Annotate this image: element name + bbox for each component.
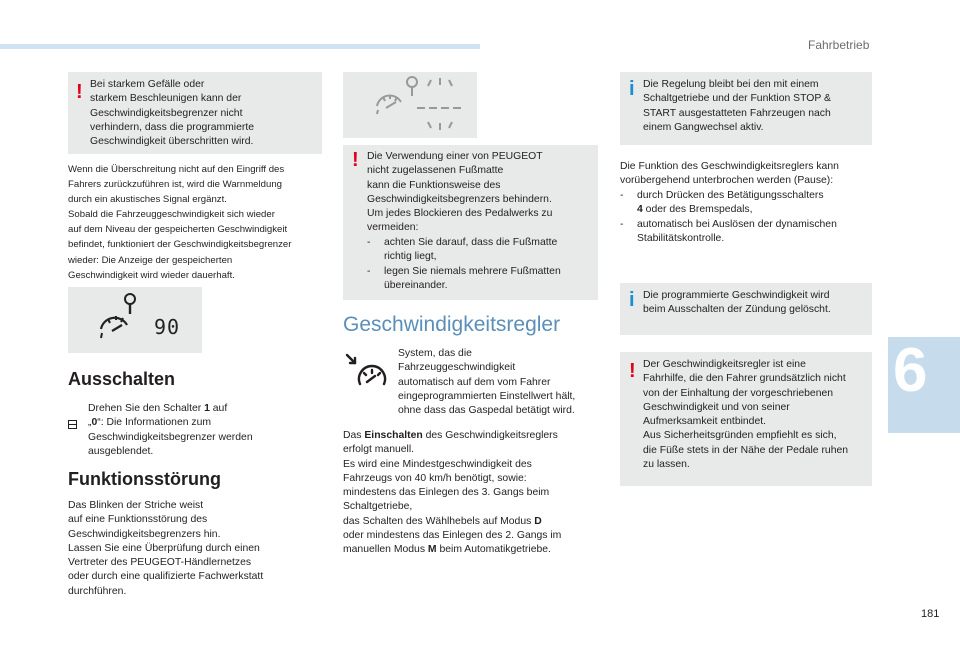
- body-text-warnmeldung: Wenn die Überschreitung nicht auf den Eingriff des Fahrers zurückzuführen ist, wird die Warnmeldung durch ein akustisches Signal ergänzt. Sobald die Fahrzeuggeschwindigkeit sich wieder auf dem Niveau der gespeicherten Geschwindigkeit befindet, funktioniert der Geschwindigkeitsbegrenzer wieder: Die Anzeige der gespeicherten Geschwindigkeit wird wieder dauerhaft.: [68, 164, 292, 281]
- info-icon: i: [629, 289, 635, 311]
- limiter-gauge-icon: [68, 287, 202, 353]
- page-number: 181: [921, 608, 940, 620]
- warning-icon: !: [352, 149, 359, 171]
- switch-number: 1: [204, 403, 210, 414]
- list-dash: -: [367, 237, 371, 248]
- warning-item-fussmatte-1: achten Sie darauf, dass die Fußmatte richtig liegt,: [384, 237, 558, 263]
- limiter-speed-value: 90: [154, 315, 181, 339]
- body-keyword-einschalten: Einschalten: [364, 430, 423, 441]
- step-text-part: “: Die Informationen zum: [97, 417, 212, 429]
- pause-item-2: automatisch bei Auslösen der dynamischen Stabilitätskontrolle.: [637, 219, 837, 245]
- limiter-dashes-figure: [343, 72, 477, 138]
- list-dash: -: [620, 190, 624, 201]
- regler-intro-text: System, das die Fahrzeuggeschwindigkeit automatisch auf dem vom Fahrer eingeprogrammierten Einstellwert hält, ohne dass das Gaspedal betätigt wird.: [398, 348, 576, 417]
- heading-geschwindigkeitsregler: Geschwindigkeitsregler: [343, 313, 561, 336]
- switch-number-4: 4: [637, 204, 643, 216]
- warning-item-fussmatte-2: legen Sie niemals mehrere Fußmatten übereinander.: [384, 266, 561, 292]
- step-text-part: Drehen Sie den Schalter: [88, 403, 205, 414]
- warning-icon: !: [76, 81, 83, 103]
- body-text-funktionsstoerung: Das Blinken der Striche weist auf eine Funktionsstörung des Geschwindigkeitsbegrenzers hin. Lassen Sie eine Überprüfung durch einen Vertreter des PEUGEOT-Händlernetzes oder durch eine qualifizierte Fachwerkstatt durchführen.: [68, 500, 264, 597]
- heading-ausschalten: Ausschalten: [68, 369, 176, 389]
- step-text-part: „: [88, 417, 92, 429]
- limiter-dashes-icon: [343, 72, 477, 138]
- body-text-einschalten: [343, 429, 603, 558]
- switch-position: 0: [91, 417, 98, 429]
- warning-icon: !: [629, 360, 636, 382]
- body-text-pause: Die Funktion des Geschwindigkeitsreglers kann vorübergehend unterbrochen werden (Pause):: [620, 161, 839, 187]
- body-keyword-mode-m: M: [427, 544, 437, 556]
- list-dash: -: [367, 266, 371, 277]
- list-dash: -: [620, 219, 624, 230]
- body-text-part: oder mindestens das Einlegen des 2. Gangs im manuellen Modus: [343, 530, 562, 556]
- step-text-part: auf: [209, 403, 228, 414]
- heading-funktionsstoerung: Funktionsstörung: [68, 469, 221, 489]
- step-text-part: Geschwindigkeitsbegrenzer werden ausgeblendet.: [88, 431, 253, 457]
- step-bullet-icon: [68, 403, 80, 444]
- section-title: Fahrbetrieb: [808, 38, 870, 52]
- body-keyword-mode-d: D: [534, 515, 542, 527]
- body-text-part: des Geschwindigkeitsreglers erfolgt manuell. Es wird eine Mindestgeschwindigkeit des Fahrzeugs von 40 km/h benötigt, sowie: mindestens das Einlegen des 3. Gangs beim Schaltgetriebe, das Schalten des Wählhebels auf Modus: [343, 430, 558, 527]
- limiter-display-figure: [68, 287, 202, 353]
- warning-text-fussmatte: Die Verwendung einer von PEUGEOT nicht zugelassenen Fußmatte kann die Funktionsweise des Geschwindigkeitsbegrenzers behindern. Um jedes Blockieren des Pedalwerks zu vermeiden:: [367, 151, 553, 234]
- pause-item-1: [637, 189, 873, 218]
- info-text-zuendung: Die programmierte Geschwindigkeit wird beim Ausschalten der Zündung gelöscht.: [643, 290, 831, 316]
- pause-item-text: durch Drücken des Betätigungsschalters: [637, 190, 824, 201]
- header-bar: [0, 44, 480, 49]
- cruise-control-icon: [345, 352, 389, 392]
- step-text-ausschalten: [88, 402, 318, 459]
- warning-text-fahrhilfe: Der Geschwindigkeitsregler ist eine Fahrhilfe, die den Fahrer grundsätzlich nicht von der Einhaltung der vorgeschriebenen Geschwindigkeit und von seiner Aufmerksamkeit entbindet. Aus Sicherheitsgründen empfiehlt es sich, die Füße stets in der Nähe der Pedale ruhen zu lassen.: [643, 359, 849, 471]
- info-icon: i: [629, 78, 635, 100]
- pause-item-text: oder des Bremspedals,: [642, 204, 753, 216]
- warning-text-gefaelle: Bei starkem Gefälle oder starkem Beschleunigen kann der Geschwindigkeitsbegrenzer nicht verhindern, dass die programmierte Geschwindigkeit überschritten wird.: [90, 79, 255, 148]
- body-text-part: Das: [343, 430, 365, 441]
- info-text-stop-start: Die Regelung bleibt bei den mit einem Schaltgetriebe und der Funktion STOP & START ausgestatteten Fahrzeugen nach einem Gangwechsel aktiv.: [643, 79, 831, 133]
- chapter-number: 6: [893, 336, 928, 405]
- body-text-part: beim Automatikgetriebe.: [436, 544, 551, 556]
